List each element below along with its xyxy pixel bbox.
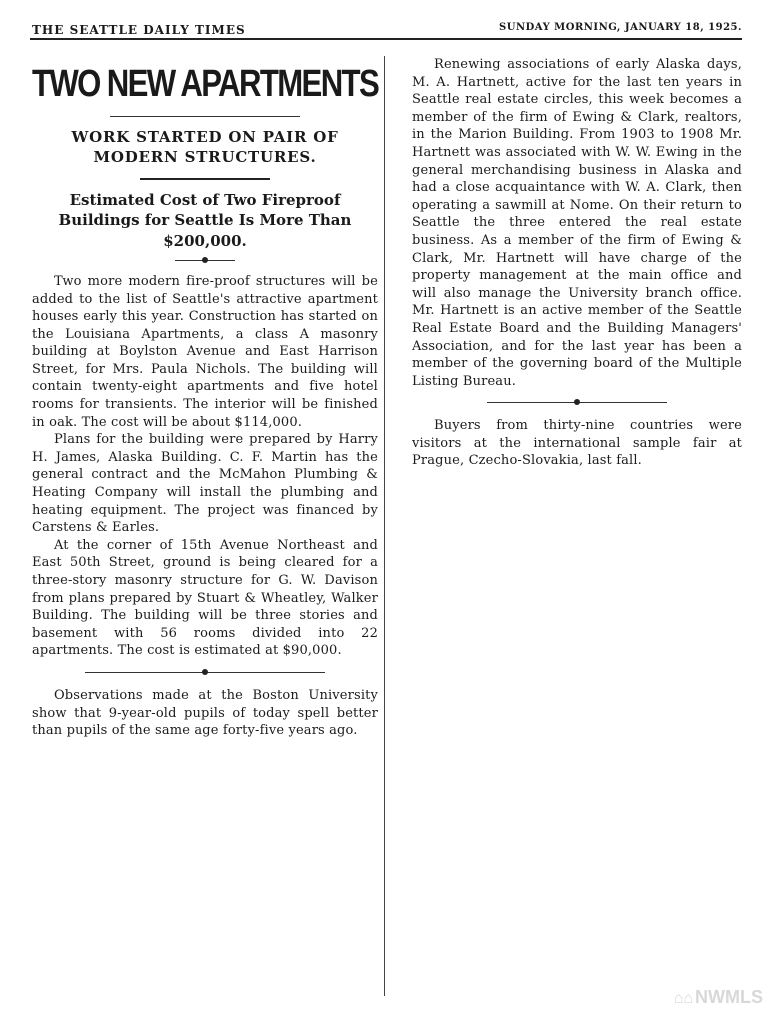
masthead bbox=[30, 20, 742, 40]
left-column bbox=[30, 56, 385, 996]
section-divider bbox=[85, 672, 325, 673]
watermark bbox=[674, 987, 763, 1008]
house-roofs-icon: ⌂⌂ bbox=[673, 990, 694, 1007]
filler-item: Observations made at the Boston University show that 9-year-old pupils of today spell better than pupils of the same age forty-five years ago. bbox=[32, 687, 378, 739]
subhead-rule bbox=[140, 178, 270, 180]
hartnett-item: Renewing associations of early Alaska days, M. A. Hartnett, active for the last ten years in Seattle real estate circles, this week becomes a member of the firm of Ewing & Clark, realtors, in the Marion Building. From 1903 to 1908 Mr. Hartnett was associated with W. W. Ewing in the general merchandising business in Alaska and had a close acquaintance with W. A. Clark, then operating a sawmill at Nome. On their return to Seattle the three entered the real estate business. As a member of the firm of Ewing & Clark, Mr. Hartnett will have charge of the property management at the main office and will also manage the University branch office. Mr. Hartnett is an active member of the Seattle Real Estate Board and the Building Managers' Association, and for the last year has been a member of the governing board of the Multiple Listing Bureau. bbox=[412, 57, 742, 389]
article-paragraph: Plans for the building were prepared by Harry H. James, Alaska Building. C. F. Martin has the general contract and the McMahon Plumbing & Heating Company will install the plumbing and heating equipment. The project was financed by Carstens & Earles. bbox=[32, 432, 378, 536]
watermark-text: NWMLS bbox=[695, 987, 763, 1007]
section-divider bbox=[487, 402, 667, 403]
fair-item: Buyers from thirty-nine countries were visitors at the international sample fair at Prague, Czecho-Slovakia, last fall. bbox=[412, 418, 742, 469]
article-headline: TWO NEW APARTMENTS bbox=[32, 63, 379, 105]
article-paragraph: Two more modern fire-proof structures will be added to the list of Seattle's attractive apartment houses early this year. Construction has started on the Louisiana Apartments, a class A masonry building at Boylston Avenue and East Harrison Street, for Mrs. Paula Nichols. The building will contain twenty-eight apartments and five hotel rooms for transients. The interior will be finished in oak. The cost will be about $114,000. bbox=[32, 273, 378, 430]
headline-rule bbox=[110, 116, 300, 117]
deck-divider bbox=[175, 260, 235, 261]
article-deck: Estimated Cost of Two Fireproof Buildings for Seattle Is More Than $200,000. bbox=[58, 191, 352, 250]
newspaper-name: THE SEATTLE DAILY TIMES bbox=[32, 23, 246, 37]
article-subhead: WORK STARTED ON PAIR OF MODERN STRUCTURES. bbox=[71, 127, 339, 167]
article-paragraph: At the corner of 15th Avenue Northeast and East 50th Street, ground is being cleared for a three-story masonry structure for G. W. Davison from plans prepared by Stuart & Wheatley, Walker Building. The building will be three stories and basement with 56 rooms divided into 22 apartments. The cost is estimated at $90,000. bbox=[32, 537, 378, 659]
issue-date: SUNDAY MORNING, JANUARY 18, 1925. bbox=[499, 22, 742, 33]
right-column bbox=[412, 56, 742, 470]
